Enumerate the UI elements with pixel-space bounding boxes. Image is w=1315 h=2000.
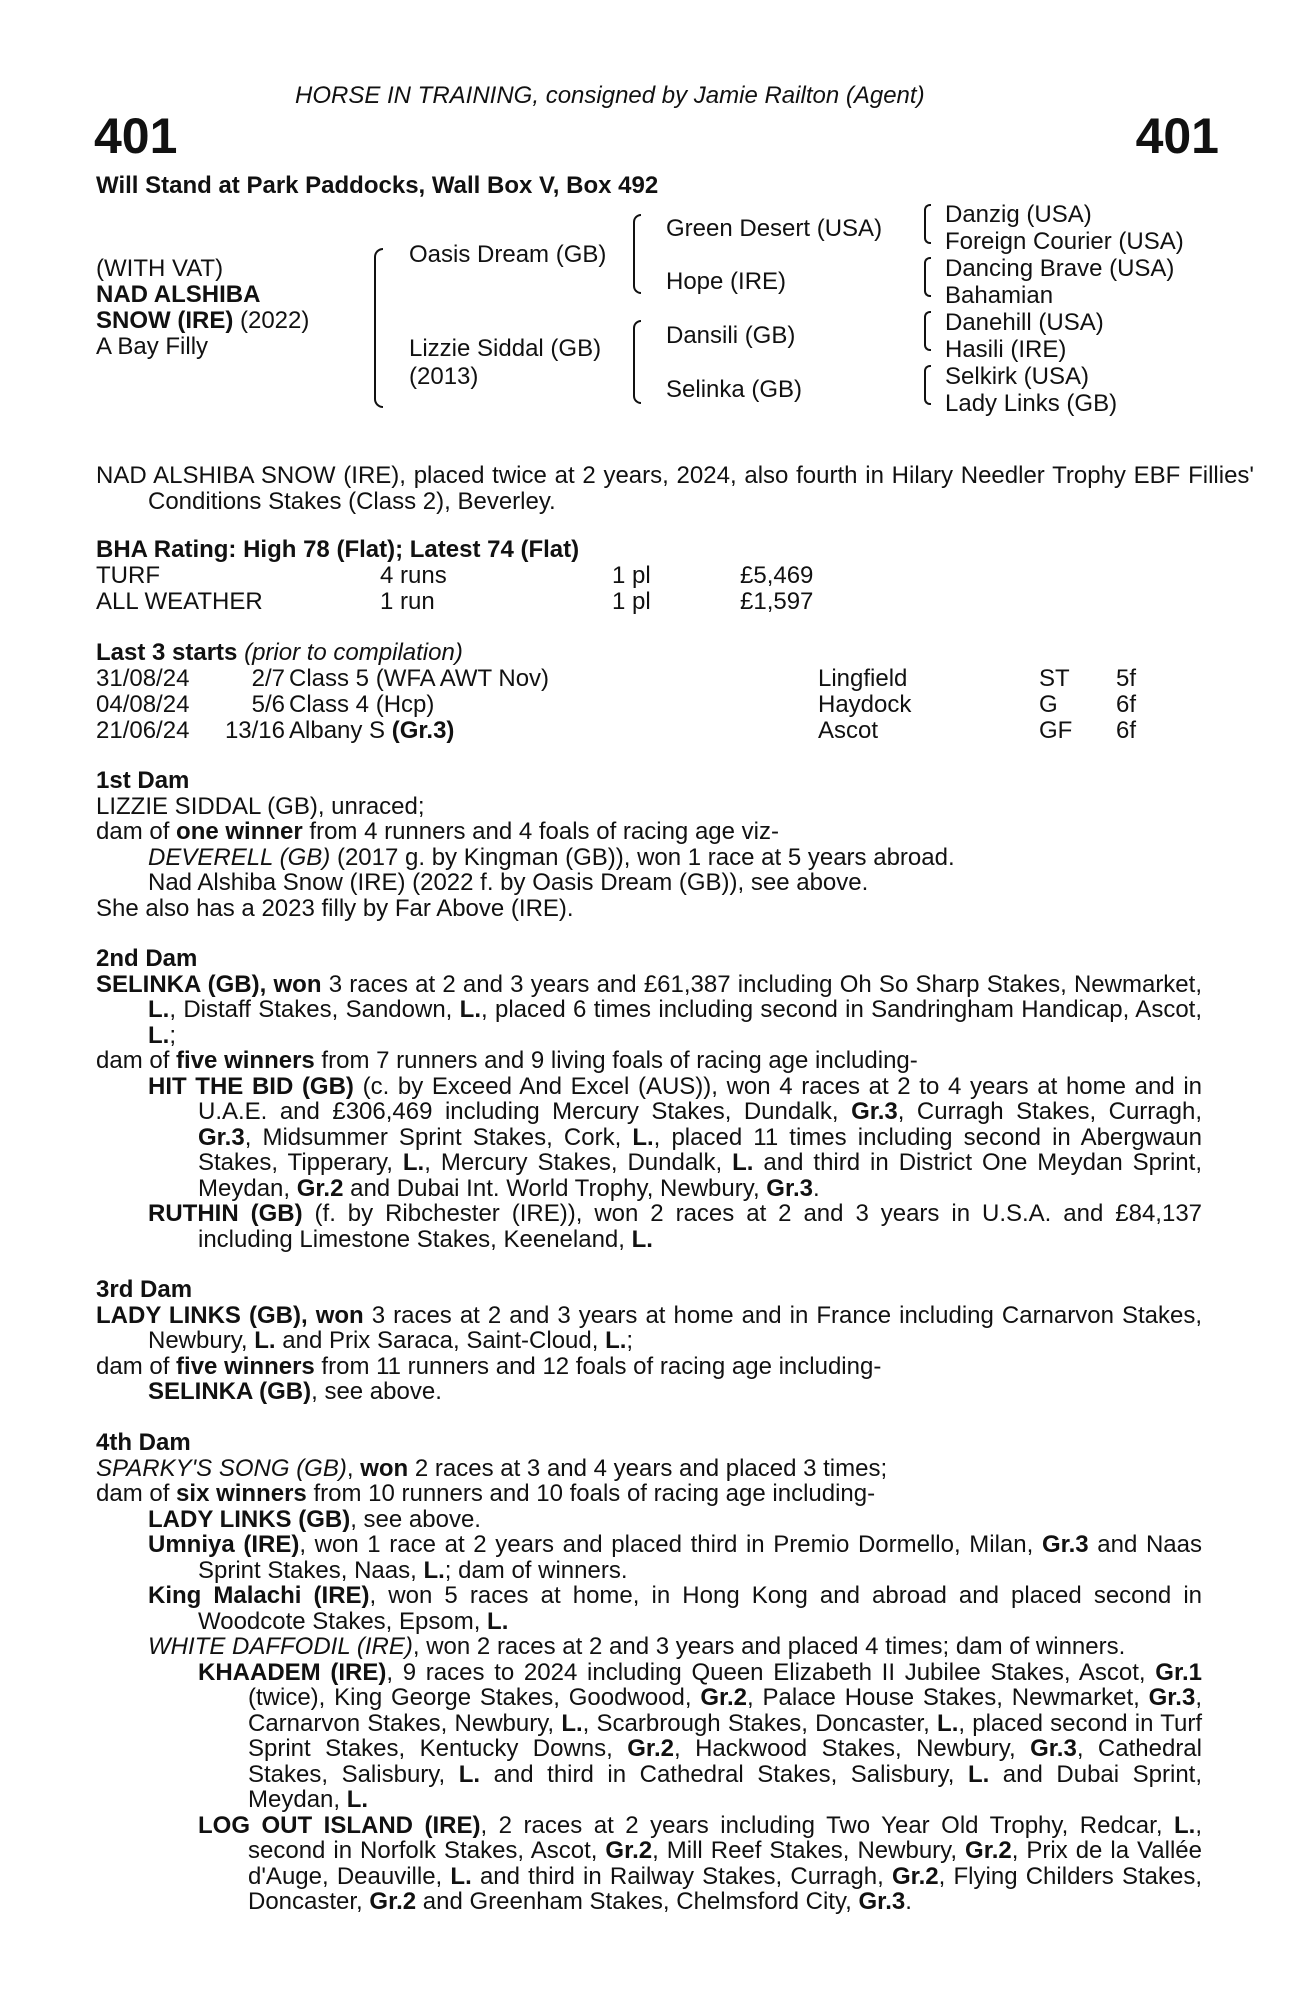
dam4-grade: L. xyxy=(450,1862,472,1890)
dam2-text: and Dubai Int. World Trophy, Newbury, xyxy=(343,1174,767,1202)
dam4-text: , Flying Childers Stakes, Doncaster, xyxy=(248,1862,1202,1915)
dam4-text: 2 races at 3 and 4 years and placed 3 times; xyxy=(408,1454,888,1482)
dam4-text: (twice), King George Stakes, Goodwood, xyxy=(248,1684,701,1711)
dam4-text: and third in Railway Stakes, Curragh, xyxy=(471,1862,892,1890)
dam2-grade: Gr.3 xyxy=(851,1098,898,1125)
starts-title xyxy=(96,640,463,666)
stand-location: Will Stand at Park Paddocks, Wall Box V, Box 492 xyxy=(96,172,659,199)
dam4-grade: Gr.2 xyxy=(965,1837,1012,1864)
dam4-text: , 9 races to 2024 including Queen Elizabeth II Jubilee Stakes, Ascot, xyxy=(386,1658,1156,1686)
dam4-text: , Scarbrough Stakes, Doncaster, xyxy=(582,1709,938,1737)
dam4-grade: L. xyxy=(561,1709,583,1737)
dam1-line: LIZZIE SIDDAL (GB), unraced; xyxy=(96,792,425,820)
dam2-text: and third in District One Meydan Sprint, Meydan, xyxy=(198,1149,1202,1202)
dam4-grade: L. xyxy=(937,1709,959,1737)
pedigree-brace-ds xyxy=(924,311,931,351)
dam3-heading: 3rd Dam xyxy=(96,1276,193,1303)
dam1-line: She also has a 2023 filly by Far Above (IRE). xyxy=(96,894,574,922)
dam4-progeny xyxy=(96,1583,1202,1634)
dam2-winners: five winners xyxy=(176,1047,315,1074)
dam4-text: , see above. xyxy=(350,1505,481,1533)
dam4-winners: six winners xyxy=(176,1480,307,1507)
dam4-progeny-name: WHITE DAFFODIL (IRE) xyxy=(148,1633,413,1660)
dam2-grade: L. xyxy=(631,1225,653,1253)
dam3-progeny xyxy=(96,1379,1202,1405)
pedigree-brace-main xyxy=(374,248,383,408)
dam4-text: dam of xyxy=(96,1480,177,1507)
rating-prize: £1,597 xyxy=(740,588,814,615)
dam2-grade: L. xyxy=(148,996,170,1023)
rating-row: ALL WEATHER xyxy=(96,588,263,615)
dam1-progeny: Nad Alshiba Snow (IRE) (2022 f. by Oasis Dream (GB)), see above. xyxy=(148,869,869,896)
dam4-grandprogeny xyxy=(96,1813,1202,1915)
page-subtitle: HORSE IN TRAINING, consigned by Jamie Railton (Agent) xyxy=(295,82,925,109)
dam3-text: from 11 runners and 12 foals of racing age including- xyxy=(314,1352,882,1380)
pedigree-sire-sire: Green Desert (USA) xyxy=(666,215,883,242)
start-course: Ascot xyxy=(818,717,879,744)
start-date: 21/06/24 xyxy=(96,717,190,744)
dam4-text: and Dubai Sprint, Meydan, xyxy=(248,1760,1203,1813)
dam4-progeny-name: Umniya (IRE) xyxy=(148,1531,300,1558)
dam4-grade: L. xyxy=(487,1607,509,1635)
dam3-name: LADY LINKS (GB) xyxy=(96,1301,301,1329)
dam4-text: from 10 runners and 10 foals of racing age including- xyxy=(306,1480,876,1507)
dam4-text: and third in Cathedral Stakes, Salisbury, xyxy=(480,1760,968,1788)
dam2-grade: L. xyxy=(632,1123,654,1151)
dam1-text: (2017 g. by Kingman (GB)), won 1 race at 5 years abroad. xyxy=(330,843,955,871)
dam2-grade: Gr.3 xyxy=(766,1174,813,1202)
dam4-section xyxy=(96,1430,1202,1915)
start-position: 5/6 xyxy=(251,691,285,718)
dam3-progeny-name: SELINKA (GB) xyxy=(148,1378,312,1405)
dam1-section xyxy=(96,768,1202,921)
pedigree-ssd: Foreign Courier (USA) xyxy=(945,228,1184,255)
dam3-text: 3 races at 2 and 3 years at home and in France including Carnarvon Stakes, Newbury, xyxy=(148,1301,1203,1354)
dam2-text: , Midsummer Sprint Stakes, Cork, xyxy=(244,1123,633,1151)
rating-prize: £5,469 xyxy=(740,562,814,589)
horse-year: (2022) xyxy=(233,307,310,334)
start-going: GF xyxy=(1039,717,1073,744)
start-date: 31/08/24 xyxy=(96,665,190,692)
start-race-text: Albany S xyxy=(289,717,392,744)
dam1-progeny xyxy=(96,845,1202,871)
dam2-name: SELINKA (GB) xyxy=(96,970,260,998)
dam4-text: , won 1 race at 2 years and placed third in Premio Dormello, Milan, xyxy=(299,1531,1042,1558)
dam2-text: , placed 6 times including second in Sandringham Handicap, Ascot, xyxy=(481,996,1202,1023)
dam3-text: , see above. xyxy=(311,1378,442,1405)
dam2-heading: 2nd Dam xyxy=(96,945,198,972)
horse-description: A Bay Filly xyxy=(96,333,209,360)
dam2-text: , Distaff Stakes, Sandown, xyxy=(169,996,460,1023)
pedigree-brace-sd xyxy=(924,257,931,297)
dam4-grandprogeny xyxy=(96,1660,1202,1813)
dam4-grade: L. xyxy=(346,1786,369,1813)
pedigree-sds: Dancing Brave (USA) xyxy=(945,255,1175,282)
dam2-progeny xyxy=(96,1201,1202,1252)
dam2-section xyxy=(96,946,1202,1252)
dam2-text: , Curragh Stakes, Curragh, xyxy=(897,1098,1203,1125)
pedigree-sdd: Bahamian xyxy=(945,282,1054,309)
start-position: 2/7 xyxy=(251,665,285,692)
start-race-text: Class 5 (WFA AWT Nov) xyxy=(289,665,550,692)
starts-note: (prior to compilation) xyxy=(237,639,463,666)
dam2-won: won xyxy=(273,970,322,998)
pedigree-brace-dd xyxy=(924,365,931,405)
horse-name-line1: NAD ALSHIBA xyxy=(96,281,261,308)
dam3-winners: five winners xyxy=(176,1352,315,1380)
pedigree-dds: Selkirk (USA) xyxy=(945,363,1090,390)
dam4-text: , Mill Reef Stakes, Newbury, xyxy=(652,1837,966,1864)
rating-row: TURF xyxy=(96,562,160,589)
dam3-record xyxy=(96,1303,1202,1354)
dam1-line xyxy=(96,819,1202,845)
dam4-progeny-name: KHAADEM (IRE) xyxy=(198,1658,387,1686)
start-distance: 5f xyxy=(1116,665,1137,692)
dam4-progeny-name: LADY LINKS (GB) xyxy=(148,1505,351,1533)
dam4-progeny xyxy=(96,1507,1202,1533)
pedigree-sire: Oasis Dream (GB) xyxy=(409,241,607,268)
pedigree-dam: Lizzie Siddal (GB) xyxy=(409,335,602,362)
starts-title-text: Last 3 starts xyxy=(96,639,238,666)
dam4-progeny-name: King Malachi (IRE) xyxy=(148,1582,370,1609)
horse-summary: NAD ALSHIBA SNOW (IRE), placed twice at 2 years, 2024, also fourth in Hilary Needler Trophy EBF Fillies' Conditions Stakes (Class 2), Beverley. xyxy=(96,462,1254,515)
dam4-text: , Palace House Stakes, Newmarket, xyxy=(747,1684,1149,1711)
pedigree-dam-sire: Dansili (GB) xyxy=(666,322,796,349)
dam3-grade: L. xyxy=(605,1327,627,1354)
dam2-text: from 7 runners and 9 living foals of racing age including- xyxy=(314,1047,918,1074)
dam4-grade: L. xyxy=(423,1556,445,1584)
dam2-text: , xyxy=(259,970,274,998)
dam3-section xyxy=(96,1277,1202,1405)
start-distance: 6f xyxy=(1116,691,1137,718)
pedigree-brace-dam xyxy=(633,320,641,404)
dam3-produce xyxy=(96,1354,1202,1380)
dam4-grade: Gr.2 xyxy=(700,1684,748,1711)
dam4-grade: Gr.2 xyxy=(369,1888,417,1915)
dam4-grade: Gr.3 xyxy=(858,1888,906,1915)
dam4-text: , second in Norfolk Stakes, Ascot, xyxy=(248,1811,1202,1864)
dam3-text: and Prix Saraca, Saint-Cloud, xyxy=(275,1327,606,1354)
start-position: 13/16 xyxy=(224,717,285,744)
dam1-text: dam of xyxy=(96,818,177,845)
dam1-progeny-name: DEVERELL (GB) xyxy=(148,843,331,871)
dam2-progeny-name: HIT THE BID (GB) xyxy=(148,1072,354,1100)
pedigree-brace-ss xyxy=(924,204,931,244)
dam1-text: from 4 runners and 4 foals of racing age viz- xyxy=(302,818,779,845)
dam4-won: won xyxy=(360,1454,409,1482)
dam4-text: , xyxy=(346,1454,361,1482)
dam2-progeny-name: RUTHIN (GB) xyxy=(148,1200,303,1227)
dam4-name: SPARKY'S SONG (GB) xyxy=(96,1454,347,1482)
dam2-text: . xyxy=(812,1174,820,1202)
pedigree-dsd: Hasili (IRE) xyxy=(945,336,1067,363)
dam4-text: , Hackwood Stakes, Newbury, xyxy=(673,1735,1031,1762)
dam4-text: , 2 races at 2 years including Two Year Old Trophy, Redcar, xyxy=(480,1811,1174,1839)
dam2-grade: L. xyxy=(402,1149,425,1176)
dam4-text: and Greenham Stakes, Chelmsford City, xyxy=(416,1888,859,1915)
dam4-text: and Naas Sprint Stakes, Naas, xyxy=(198,1531,1203,1584)
rating-placed: 1 pl xyxy=(612,588,651,615)
rating-placed: 1 pl xyxy=(612,562,651,589)
vat-note: (WITH VAT) xyxy=(96,255,224,282)
lot-number-left: 401 xyxy=(94,108,178,164)
horse-name-line2 xyxy=(96,308,309,334)
start-race-grade: (Gr.3) xyxy=(391,717,455,744)
pedigree-ddd: Lady Links (GB) xyxy=(945,390,1118,417)
start-race xyxy=(289,718,454,744)
dam4-text: , Prix de la Vallée d'Auge, Deauville, xyxy=(248,1837,1202,1890)
dam4-grade: Gr.2 xyxy=(627,1735,674,1762)
dam2-text: (c. by Exceed And Excel (AUS)), won 4 races at 2 to 4 years at home and in U.A.E. and £306,469 including Mercury Stakes, Dundalk, xyxy=(198,1072,1203,1125)
dam4-grade: Gr.3 xyxy=(1148,1684,1196,1711)
dam4-grade: L. xyxy=(1174,1811,1196,1839)
dam3-won: won xyxy=(315,1301,364,1329)
pedigree-dam-year: (2013) xyxy=(409,363,479,390)
dam3-grade: L. xyxy=(254,1327,276,1354)
dam2-grade: Gr.3 xyxy=(198,1123,245,1151)
dam4-grade: Gr.3 xyxy=(1041,1531,1089,1558)
dam4-text: , placed second in Turf Sprint Stakes, Kentucky Downs, xyxy=(248,1709,1203,1762)
pedigree-dss: Danehill (USA) xyxy=(945,309,1104,336)
dam2-grade: Gr.2 xyxy=(296,1174,344,1202)
dam1-heading: 1st Dam xyxy=(96,767,190,794)
dam3-text: ; xyxy=(626,1327,634,1354)
dam4-record xyxy=(96,1456,1202,1482)
start-race-text: Class 4 (Hcp) xyxy=(289,691,435,718)
start-race xyxy=(289,666,549,692)
pedigree-dam-dam: Selinka (GB) xyxy=(666,376,803,403)
dam2-text: dam of xyxy=(96,1047,177,1074)
dam4-grade: Gr.1 xyxy=(1155,1658,1202,1686)
pedigree-sire-dam: Hope (IRE) xyxy=(666,268,787,295)
dam2-grade: L. xyxy=(148,1021,170,1049)
dam4-grade: Gr.2 xyxy=(605,1837,653,1864)
rating-title: BHA Rating: High 78 (Flat); Latest 74 (Flat) xyxy=(96,536,580,563)
dam4-grade: Gr.2 xyxy=(891,1862,939,1890)
dam3-text: , xyxy=(300,1301,316,1329)
dam2-text: (f. by Ribchester (IRE)), won 2 races at 2 and 3 years in U.S.A. and £84,137 including Limestone Stakes, Keeneland, xyxy=(198,1200,1203,1253)
dam2-produce xyxy=(96,1048,1202,1074)
dam4-produce xyxy=(96,1481,1202,1507)
rating-runs: 1 run xyxy=(380,588,435,615)
start-course: Haydock xyxy=(818,691,912,718)
dam2-grade: L. xyxy=(459,996,481,1023)
dam2-text: , placed 11 times including second in Abergwaun Stakes, Tipperary, xyxy=(198,1123,1202,1176)
horse-name-line2-text: SNOW (IRE) xyxy=(96,307,234,334)
start-race xyxy=(289,692,434,718)
dam4-text: , Carnarvon Stakes, Newbury, xyxy=(248,1684,1202,1737)
dam4-text: . xyxy=(905,1888,912,1915)
pedigree-sss: Danzig (USA) xyxy=(945,201,1092,228)
dam3-text: dam of xyxy=(96,1352,177,1380)
start-going: ST xyxy=(1039,665,1070,692)
dam2-progeny xyxy=(96,1074,1202,1202)
lot-number-right: 401 xyxy=(1135,108,1219,164)
dam2-text: 3 races at 2 and 3 years and £61,387 including Oh So Sharp Stakes, Newmarket, xyxy=(321,970,1202,998)
start-date: 04/08/24 xyxy=(96,691,190,718)
dam4-grade: Gr.3 xyxy=(1030,1735,1077,1762)
dam2-text: , Mercury Stakes, Dundalk, xyxy=(424,1149,733,1176)
pedigree-brace-sire xyxy=(633,214,641,294)
start-going: G xyxy=(1039,691,1058,718)
dam4-progeny xyxy=(96,1634,1202,1660)
dam4-text: ; dam of winners. xyxy=(444,1556,628,1584)
dam4-text: , won 5 races at home, in Hong Kong and abroad and placed second in Woodcote Stakes, Epsom, xyxy=(198,1582,1202,1635)
dam4-text: , Cathedral Stakes, Salisbury, xyxy=(248,1735,1202,1788)
dam4-text: , won 2 races at 2 and 3 years and placed 4 times; dam of winners. xyxy=(412,1633,1126,1660)
dam4-heading: 4th Dam xyxy=(96,1429,191,1456)
dam2-grade: L. xyxy=(732,1149,754,1176)
dam1-winners: one winner xyxy=(176,818,303,845)
dam2-record xyxy=(96,972,1202,1049)
start-course: Lingfield xyxy=(818,665,908,692)
dam4-grade: L. xyxy=(967,1760,990,1788)
dam4-grade: L. xyxy=(458,1760,481,1788)
rating-runs: 4 runs xyxy=(380,562,447,589)
dam2-text: ; xyxy=(169,1021,176,1049)
dam4-progeny-name: LOG OUT ISLAND (IRE) xyxy=(198,1811,481,1839)
dam4-progeny xyxy=(96,1532,1202,1583)
start-distance: 6f xyxy=(1116,717,1137,744)
